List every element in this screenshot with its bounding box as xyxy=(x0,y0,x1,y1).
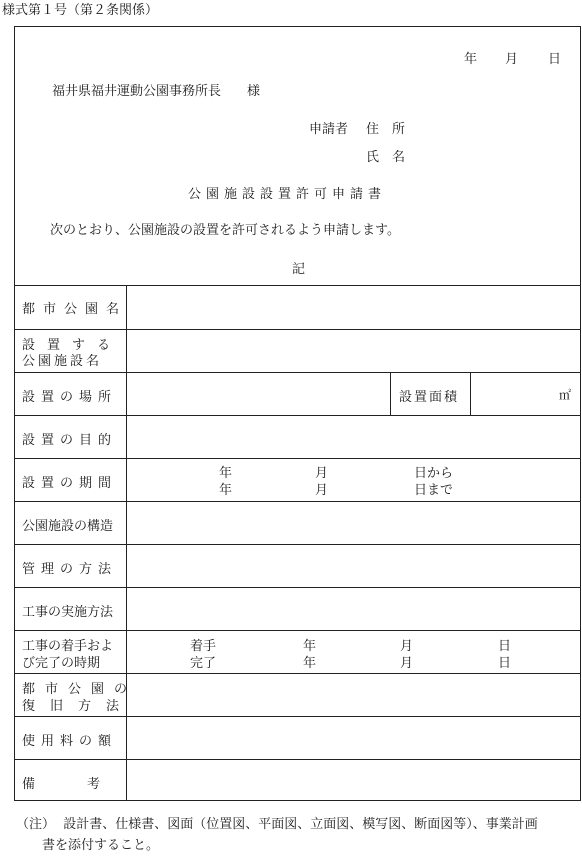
ki-label: 記 xyxy=(292,262,306,277)
start-month: 月 xyxy=(400,639,414,654)
applicant-label: 申請者 xyxy=(309,122,349,137)
facility-label-line1: 設置する xyxy=(22,338,123,353)
address-label: 住 所 xyxy=(366,122,406,137)
area-label: 設置面積 xyxy=(399,390,460,405)
row-divider xyxy=(14,458,581,459)
period-to-day: 日まで xyxy=(414,483,454,498)
remarks-label: 備 考 xyxy=(22,777,101,792)
start-day: 日 xyxy=(498,639,512,654)
name-label: 氏 名 xyxy=(366,150,406,165)
request-statement: 次のとおり、公園施設の設置を許可されるよう申請します。 xyxy=(50,223,400,238)
footnote-line1: 設計書、仕様書、図面（位置図、平面図、立面図、模写図、断面図等）、事業計画 xyxy=(63,817,538,832)
date-day: 日 xyxy=(548,52,562,67)
park-name-label: 都市公園名 xyxy=(22,302,128,317)
management-label: 管理の方法 xyxy=(22,562,118,577)
footnote-prefix: （注） xyxy=(16,817,56,832)
date-month: 月 xyxy=(505,52,519,67)
fee-label: 使用料の額 xyxy=(22,734,118,749)
structure-label: 公園施設の構造 xyxy=(22,519,114,534)
restore-label-line2: 復旧方法 xyxy=(22,699,135,714)
end-month: 月 xyxy=(400,656,414,671)
period-to-year: 年 xyxy=(219,483,233,498)
construction-method-label: 工事の実施方法 xyxy=(22,605,114,620)
purpose-field[interactable] xyxy=(127,416,580,458)
end-label: 完了 xyxy=(190,656,217,671)
construction-method-field[interactable] xyxy=(127,588,580,630)
footnote-line2: 書を添付すること。 xyxy=(42,838,160,853)
start-year: 年 xyxy=(303,639,317,654)
area-unit: ㎡ xyxy=(559,388,572,402)
period-from-month: 月 xyxy=(315,466,329,481)
end-year: 年 xyxy=(303,656,317,671)
management-field[interactable] xyxy=(127,545,580,587)
footnote xyxy=(16,814,582,856)
start-end-label-line1: 工事の着手およ xyxy=(22,639,114,654)
area-field[interactable] xyxy=(471,373,555,415)
start-end-label-line2: び完了の時期 xyxy=(22,656,101,671)
facility-label-line2: 公園施設名 xyxy=(22,354,103,369)
start-label: 着手 xyxy=(190,639,217,654)
period-label: 設置の期間 xyxy=(22,476,118,491)
location-label: 設置の場所 xyxy=(22,390,118,405)
restore-label-line1: 都市公園の xyxy=(22,682,138,697)
area-divider-left xyxy=(390,372,391,415)
remarks-field[interactable] xyxy=(127,760,580,800)
purpose-label: 設置の目的 xyxy=(22,433,118,448)
park-name-field[interactable] xyxy=(127,286,580,328)
structure-field[interactable] xyxy=(127,502,580,544)
location-field[interactable] xyxy=(127,373,389,415)
period-to-month: 月 xyxy=(315,483,329,498)
date-year: 年 xyxy=(464,52,478,67)
end-day: 日 xyxy=(498,656,512,671)
period-from-day: 日から xyxy=(414,466,454,481)
addressee: 福井県福井運動公園事務所長 様 xyxy=(52,84,261,99)
row-divider xyxy=(14,630,581,631)
form-number-label: 様式第１号（第２条関係） xyxy=(2,3,159,18)
facility-name-field[interactable] xyxy=(127,330,580,372)
period-from-year: 年 xyxy=(219,466,233,481)
restore-method-field[interactable] xyxy=(127,674,580,716)
fee-field[interactable] xyxy=(127,717,580,759)
document-title: 公園施設設置許可申請書 xyxy=(188,187,387,202)
